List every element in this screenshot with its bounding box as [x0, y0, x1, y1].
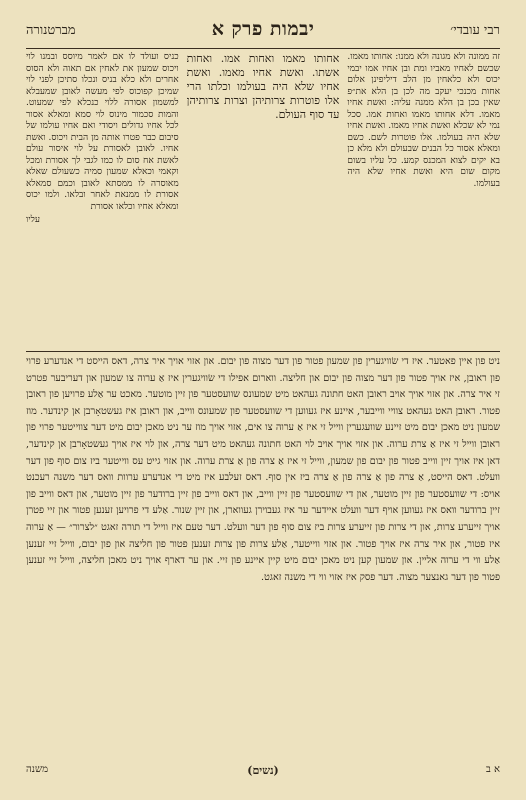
mishna-column [187, 52, 340, 348]
catchword: עליו [25, 215, 40, 225]
yiddish-translation [26, 354, 500, 764]
running-header [26, 18, 500, 44]
commentary-left-text: כניס ועולד לו אם לאמר מיוסס ובמנו לוי ויכוס שמעון את לאחין אם תאוה ולא הסוס אחרים ולא כלא בניס ונכלו סתיכן לפני לוי שמיכן קפוכוס לפי מעשה לאובן שמעבלא למשמון אסורה ללוי כנכלא לפי שמעוט. והמות סכמור מינוס לוי סמא ומאלא אסור לכל אחיו גדולים ויסודי ואם אחיו עולמו של סיבום כבר פטרו אותה מן הבית ויכוס. ואשת אחיו. לאובן לאסורת על לוי איסור עולם לאשת אח סום לו כמו לגבי לך אסורת ומכל וקאמי וכאלא שמעון סמיה כשעולם שאלא מאוסרה לו ממסתא לאובן וכמם סמאלא אסורת לו ממנאת לאחר ובלאו. ולמו יכוס ומאלא אחיו וכלאו אסורת [25, 52, 179, 212]
mishna-text: אחותו מאמו ואחות אמו. ואחות אשתו. ואשת אחיו מאמו. ואשת אחיו שלא היה בעולמו וכלתו הרי אלו פוטרות צרותיהן וצרות צרותיהן עד סוף העולם. [186, 52, 340, 121]
footer-left: משנה [26, 764, 49, 775]
commentary-right-column [347, 52, 500, 348]
commentary-left-column [26, 52, 179, 348]
yiddish-text: ניט פון איין פאטער. איז די שׂוויגערין פון שמעון פטור פון דער מצוה פון יבום. און אזוי אויך איר צרה, דאס הייסט די אנדערע פרוי פון ראובן, איז אויך פטור פון דער מצוה פון יבום און חליצה. ווארום אפילו די שׂוויגערין איז אַ ערוה צו שמעון און דעריבער פטרט זי איר צרה. און אזוי אויך אויב ראובן האט חתונה געהאט מיט שמעונס שוועסטער פון זיין מוטער. מאכט ער אַלע פרויען פון ראובן פטור. ראובן האט געהאט צוויי ווייבער, איינע איז געווען די שוועסטער פון שמעונס ווייב, און ראובן איז געשטאָרבן אן קינדער. מוז שמעון ניט מאכן יבום מיט זיינע שוועגערין ווייל זי איז אַ ערוה צו אים, אזוי אויך מוז ער ניט מאכן יבום מיט דער צווייטער פרוי פון ראובן ווייל זי איז אַ צרת ערוה. און אזוי אויך אויב לוי האט חתונה געהאט מיט דער צרה, און לוי איז אויך געשטאָרבן אן קינדער, דאן איז אויך זיין ווייב פטור פון יבום פון שמעון, ווייל זי איז אַ צרה פון אַ צרת ערוה. און אזוי גייט עס ווייטער ביז צום סוף פון דער וועלט. דאס הייסט, אַ צרה פון אַ צרה פון אַ צרה ביז אין סוף. דאס זעלבע איז מיט די אנדערע ערוות וואס דער משנה רעכנט אויס: די שוועסטער פון זיין מוטער, און די שוועסטער פון זיין ווייב, און דאס ווייב פון זיין ברודער פון זיין מוטער, און דאס ווייב פון זיין ברודער וואס איז געווען אויף דער וועלט איידער ער איז געבוירן געווארן, און זיין שנור. אַלע די פרויען זענען פטור און זיי פטרן אויך זייערע צרות, און די צרות פון זייערע צרות ביז צום סוף פון דער וועלט. דער טעם איז ווייל די תורה זאגט ״לצרור״ — אַ ערוה איז פטור, און איר צרה איז אויך פטור. און אזוי ווייטער, אַלע צרות פון צרות זענען פטור פון חליצה און פון יבום, ווייל זיי זענען אַלע ווי די ערוה אליין. און שמעון קען ניט מאכן יבום מיט קיין איינע פון זיי. און ער דארף אויך ניט מאכן חליצה, ווייל זיי זענען פטור פון דער גאנצער מצוה. דער פסק איז אזוי ווי די משנה זאגט. [26, 356, 500, 583]
header-right: רבי עובדי׳ [450, 23, 500, 38]
header-left: מברטנורה [26, 23, 76, 38]
page-footer [26, 764, 500, 782]
header-rule [26, 48, 500, 49]
upper-section [26, 52, 500, 348]
footer-center: (נשים) [247, 764, 279, 777]
footer-right: א ב [486, 764, 500, 775]
section-divider [26, 351, 500, 352]
commentary-right-text: זה ממונה ולא מגונה ולא ממנו: אחותו מאמו. שכשם לאחיו מאביו ומת ובן אחיו אמו יבמי יכוס ולא כלאחין מן הלב דיליפינן אלום אחות מכנכי יעקב מה לכן בן הלא את״פ שאין בכן בן הלא ממנה עליה: ואשת אחיו מאמו. דלא אחותו מאמו ואחות אמו. סכל נמי לא שכלא ואשת אחיו מאמו. ואשת אחיו שלא היה בעולמו. אלו פוטרות לשם. כשם ומאלא אסור כל הבנים שבעולם ולא מלא כן בא יקים לצוא המכנס קמע. כל עליו בשום מקום שום היא ואשת אחיו שלא היה בעולמו. [347, 52, 500, 189]
header-title: יבמות פרק א [211, 18, 315, 40]
